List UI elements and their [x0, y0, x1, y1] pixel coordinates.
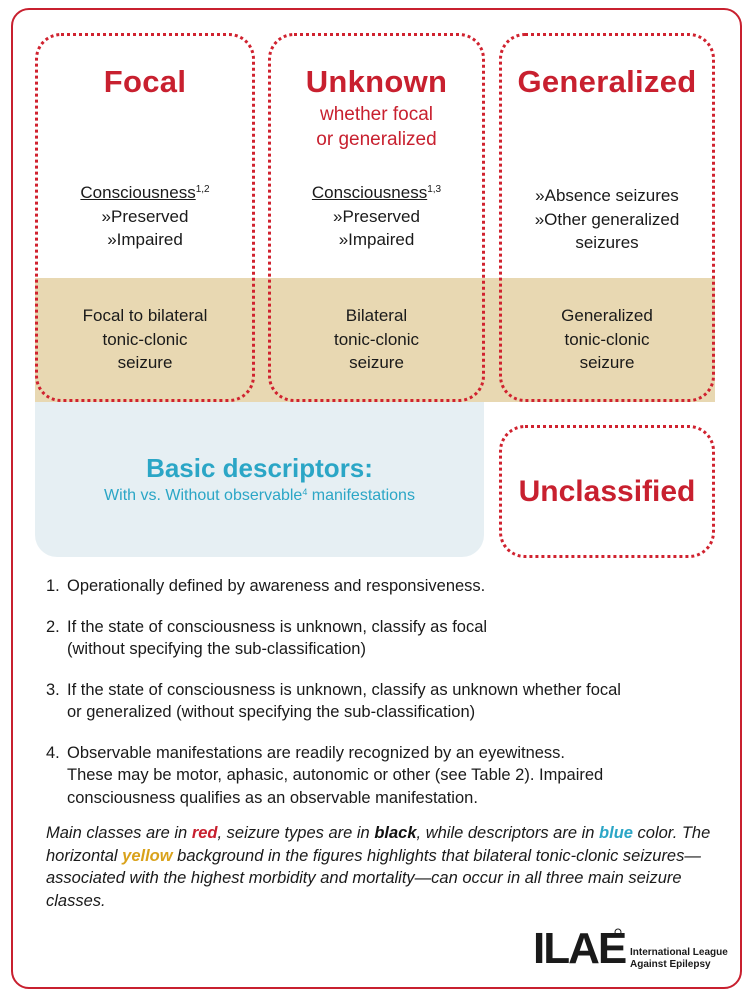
- unclassified-box: [499, 425, 715, 558]
- legend-text: Main classes are in: [46, 824, 192, 842]
- footnote-line: or generalized (without specifying the sub-classification): [67, 703, 476, 721]
- footnote-line: (without specifying the sub-classification): [67, 640, 366, 658]
- unknown-title: Unknown: [305, 64, 448, 99]
- footnote-number: 3.: [46, 680, 60, 699]
- color-legend: [46, 822, 716, 912]
- footnote-number: 4.: [46, 743, 60, 762]
- unknown-band-line: seizure: [349, 353, 404, 372]
- generalized-list: [502, 184, 712, 255]
- footnote-line: These may be motor, aphasic, autonomic or other (see Table 2). Impaired: [67, 766, 604, 784]
- footnote-line: If the state of consciousness is unknown, classify as unknown whether focal: [67, 680, 621, 699]
- descriptors-title: Basic descriptors:: [146, 453, 373, 483]
- focal-title: Focal: [103, 64, 187, 99]
- footnote-number: 1.: [46, 577, 60, 595]
- unknown-consciousness-sup: 1,3: [427, 184, 442, 195]
- focal-item-impaired: »Impaired: [107, 230, 183, 249]
- focal-band-line: seizure: [117, 353, 173, 372]
- legend-text: color. The horizontal: [46, 824, 711, 865]
- generalized-band-line: seizure: [579, 353, 635, 372]
- legend-text: , seizure types are in: [217, 824, 375, 842]
- unknown-item-impaired: »Impaired: [338, 230, 415, 249]
- generalized-item-other-cont: seizures: [575, 233, 639, 252]
- unknown-column: [268, 33, 485, 402]
- focal-band-line: Focal to bilateral: [82, 306, 208, 325]
- unknown-subtitle: [271, 102, 482, 152]
- generalized-band-line: tonic-clonic: [564, 329, 650, 349]
- legend-black-word: black: [374, 824, 417, 842]
- generalized-item-absence: »Absence seizures: [535, 186, 679, 205]
- unknown-item-preserved: »Preserved: [333, 206, 420, 226]
- focal-consciousness-sup: 1,2: [195, 184, 210, 195]
- legend-text: , while descriptors are in: [416, 824, 600, 842]
- ilae-logo-letters: ILAE: [533, 924, 626, 973]
- legend-blue-word: blue: [599, 824, 633, 842]
- legend-red-word: red: [191, 824, 218, 842]
- footnotes-list: [46, 575, 716, 809]
- unknown-band-line: tonic-clonic: [333, 329, 420, 349]
- generalized-band-text: [502, 304, 712, 375]
- legend-text: background in the figures highlights that bilateral tonic-clonic seizures—associated with the highest morbidity and mortality—can occur in all three main seizure classes.: [46, 846, 701, 910]
- unknown-band-text: [271, 304, 482, 375]
- footnote-item: [46, 616, 716, 661]
- generalized-column: [499, 33, 715, 402]
- footnote-line: If the state of consciousness is unknown, classify as focal: [67, 617, 488, 636]
- focal-band-line: tonic-clonic: [102, 329, 188, 349]
- ilae-logo: [533, 925, 733, 975]
- logo-registered-icon: [613, 927, 633, 947]
- focal-band-text: [38, 304, 252, 375]
- legend-yellow-word: yellow: [122, 846, 173, 865]
- generalized-item-other: »Other generalized: [534, 209, 680, 229]
- focal-consciousness-list: [38, 181, 252, 252]
- focal-consciousness-label: Consciousness: [80, 183, 196, 202]
- logo-line: International League: [630, 947, 728, 958]
- footnote-item: [46, 575, 716, 598]
- footnote-item: [46, 742, 716, 810]
- generalized-band-line: Generalized: [561, 306, 653, 325]
- footnote-line: Observable manifestations are readily recognized by an eyewitness.: [67, 743, 566, 762]
- generalized-title: Generalized: [517, 64, 697, 99]
- footnote-line: Operationally defined by awareness and responsiveness.: [67, 577, 486, 595]
- unknown-subtitle-line: whether focal: [319, 104, 433, 125]
- ilae-logo-text: [630, 947, 728, 971]
- descriptors-sub-sup: 4: [302, 487, 308, 497]
- footnote-item: [46, 679, 716, 724]
- descriptors-sub-text: With vs. Without observable: [104, 487, 303, 504]
- descriptors-subtitle: [35, 487, 484, 505]
- unknown-consciousness-label: Consciousness: [311, 183, 428, 202]
- unknown-consciousness-list: [271, 181, 482, 252]
- unknown-subtitle-line: or generalized: [316, 129, 437, 150]
- descriptors-sub-text: manifestations: [307, 487, 415, 504]
- focal-column: [35, 33, 255, 402]
- footnote-line: consciousness qualifies as an observable manifestation.: [67, 788, 478, 807]
- footnote-number: 2.: [46, 617, 60, 636]
- logo-line: Against Epilepsy: [630, 959, 711, 970]
- focal-item-preserved: »Preserved: [101, 206, 189, 226]
- unknown-band-line: Bilateral: [345, 306, 408, 325]
- unclassified-title: Unclassified: [518, 475, 696, 508]
